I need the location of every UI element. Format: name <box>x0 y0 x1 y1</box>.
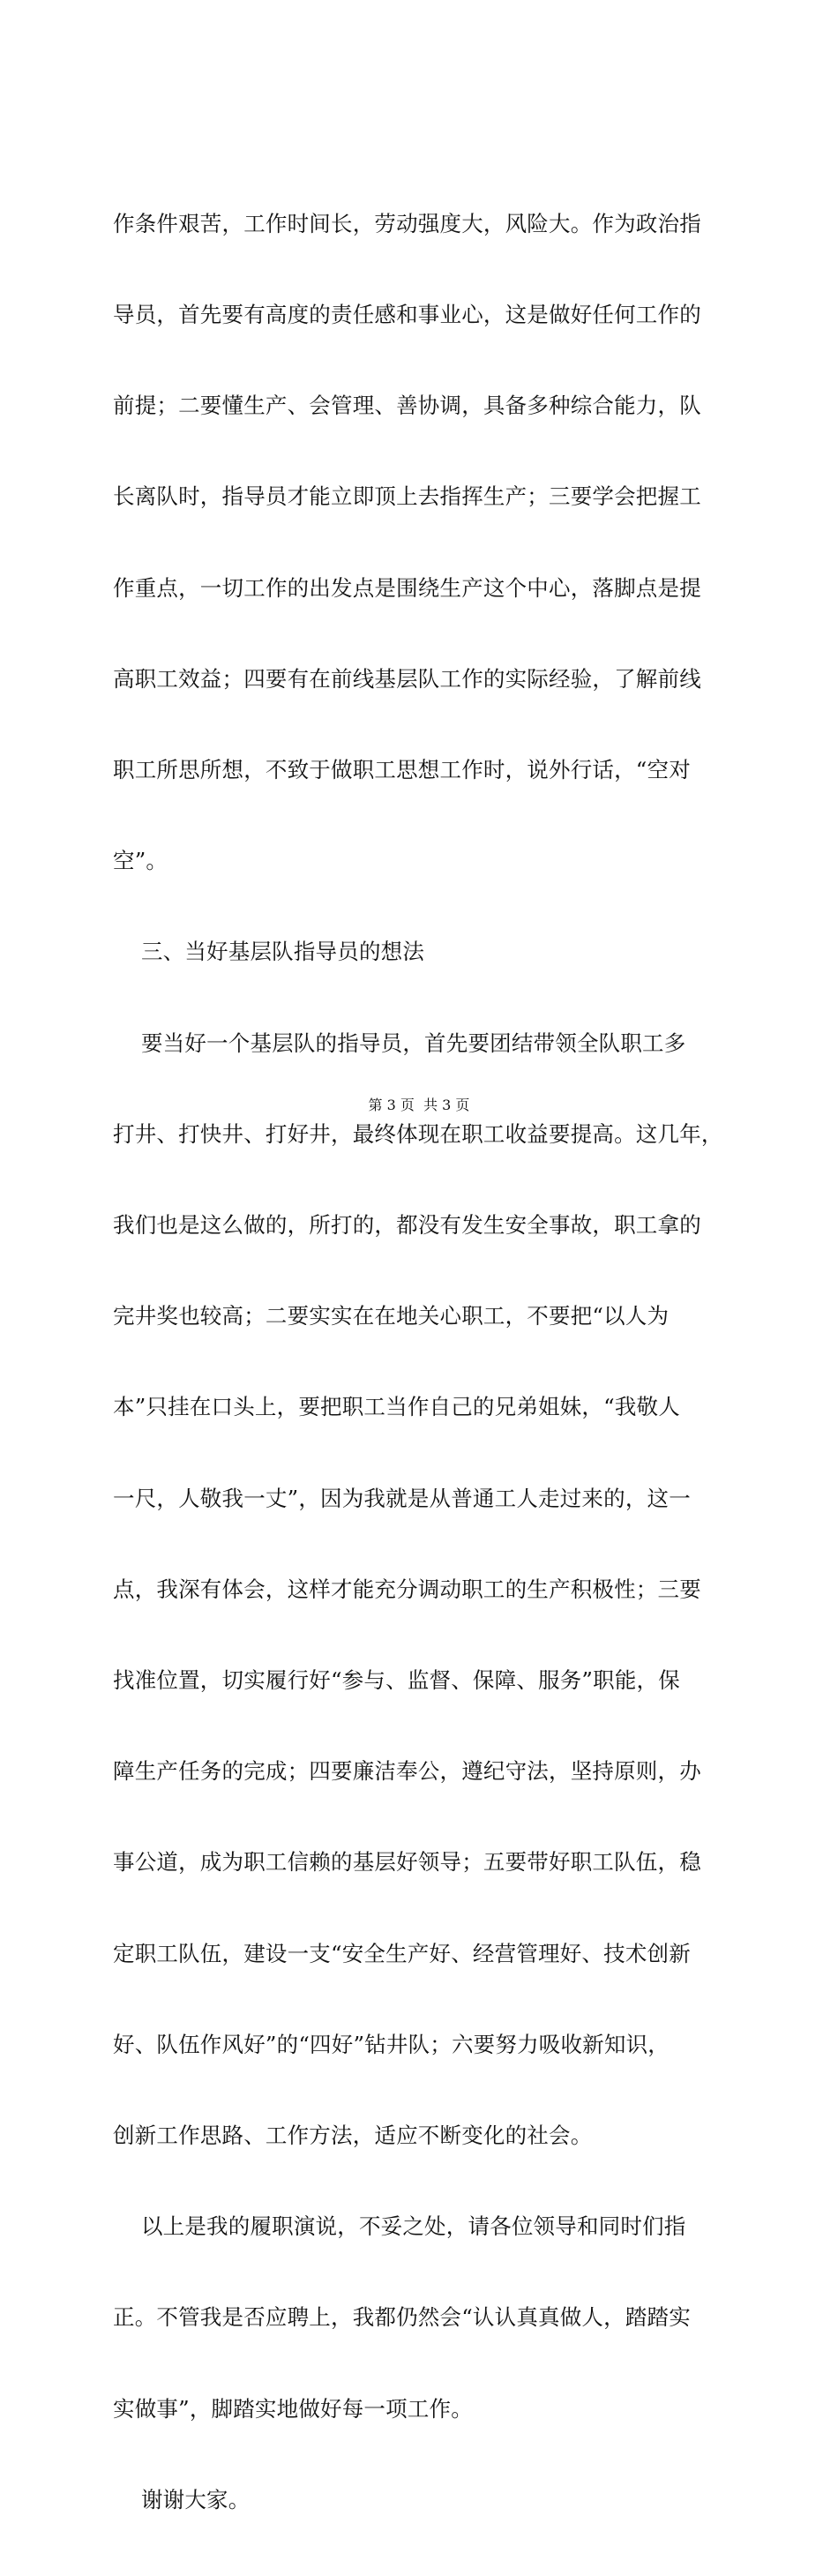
text-line: 导员，首先要有高度的责任感和事业心，这是做好任何工作的 <box>113 302 701 328</box>
text-line: 谢谢大家。 <box>113 2486 251 2512</box>
text-line: 事公道，成为职工信赖的基层好领导；五要带好职工队伍，稳 <box>113 1849 701 1876</box>
text-line: 职工所思所想，不致于做职工思想工作时，说外行话，“空对 <box>113 757 691 783</box>
text-line: 我们也是这么做的，所打的，都没有发生安全事故，职工拿的 <box>113 1212 701 1239</box>
text-line: 以上是我的履职演说，不妥之处，请各位领导和同时们指 <box>113 2213 686 2240</box>
section-heading: 三、当好基层队指导员的想法 <box>113 939 425 965</box>
text-line: 高职工效益；四要有在前线基层队工作的实际经验，了解前线 <box>113 665 701 692</box>
text-line: 点，我深有体会，这样才能充分调动职工的生产积极性；三要 <box>113 1576 701 1602</box>
text-line: 好、队伍作风好”的“四好”钻井队；六要努力吸收新知识， <box>113 2031 670 2057</box>
text-line: 实做事”，脚踏实地做好每一项工作。 <box>113 2395 473 2422</box>
text-line: 空”。 <box>113 848 168 874</box>
text-line: 打井、打快井、打好井，最终体现在职工收益要提高。这几年， <box>113 1120 723 1147</box>
text-line: 作条件艰苦，工作时间长，劳动强度大，风险大。作为政治指 <box>113 210 701 236</box>
text-line: 障生产任务的完成；四要廉洁奉公，遵纪守法，坚持原则，办 <box>113 1758 701 1785</box>
text-line: 定职工队伍，建设一支“安全生产好、经营管理好、技术创新 <box>113 1940 691 1966</box>
text-line: 作重点，一切工作的出发点是围绕生产这个中心，落脚点是提 <box>113 574 701 601</box>
text-line: 一尺，人敬我一丈”，因为我就是从普通工人走过来的，这一 <box>113 1485 691 1511</box>
text-line: 正。不管我是否应聘上，我都仍然会“认认真真做人，踏踏实 <box>113 2304 691 2331</box>
text-line: 创新工作思路、工作方法，适应不断变化的社会。 <box>113 2123 593 2149</box>
page-number-footer: 第 3 页 共 3 页 <box>368 1097 470 1113</box>
document-body <box>113 148 730 2576</box>
text-line: 前提；二要懂生产、会管理、善协调，具备多种综合能力，队 <box>113 393 701 419</box>
text-line: 长离队时，指导员才能立即顶上去指挥生产；三要学会把握工 <box>113 483 701 510</box>
text-line: 要当好一个基层队的指导员，首先要团结带领全队职工多 <box>113 1030 686 1056</box>
text-line: 完井奖也较高；二要实实在在地关心职工，不要把“以人为 <box>113 1303 670 1329</box>
text-line: 本”只挂在口头上，要把职工当作自己的兄弟姐妹，“我敬人 <box>113 1394 680 1420</box>
text-line: 找准位置，切实履行好“参与、监督、保障、服务”职能，保 <box>113 1667 680 1694</box>
